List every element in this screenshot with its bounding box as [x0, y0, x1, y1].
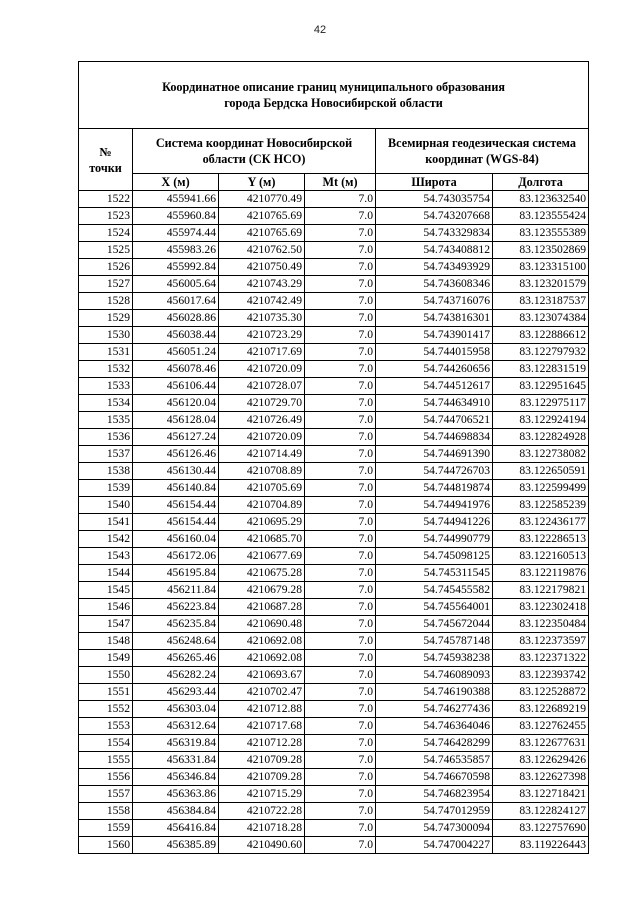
cell-mt: 7.0 — [305, 412, 376, 429]
cell-mt: 7.0 — [305, 667, 376, 684]
cell-y: 4210720.09 — [219, 429, 305, 446]
cell-y: 4210709.28 — [219, 769, 305, 786]
cell-longitude: 83.122738082 — [493, 446, 589, 463]
table-title-line-1: Координатное описание границ муниципального образования — [162, 80, 505, 94]
cell-mt: 7.0 — [305, 514, 376, 531]
cell-latitude: 54.746535857 — [376, 752, 493, 769]
cell-point-number: 1526 — [79, 259, 133, 276]
cell-latitude: 54.744941226 — [376, 514, 493, 531]
cell-point-number: 1525 — [79, 242, 133, 259]
cell-point-number: 1537 — [79, 446, 133, 463]
cell-point-number: 1559 — [79, 820, 133, 837]
cell-longitude: 83.122757690 — [493, 820, 589, 837]
cell-latitude: 54.743329834 — [376, 225, 493, 242]
table-row — [79, 701, 589, 718]
cell-x: 456005.64 — [133, 276, 219, 293]
table-row — [79, 361, 589, 378]
cell-y: 4210490.60 — [219, 837, 305, 854]
cell-latitude: 54.744691390 — [376, 446, 493, 463]
cell-latitude: 54.743493929 — [376, 259, 493, 276]
cell-longitude: 83.122824127 — [493, 803, 589, 820]
table-row — [79, 497, 589, 514]
cell-y: 4210717.69 — [219, 344, 305, 361]
cell-x: 456128.04 — [133, 412, 219, 429]
cell-latitude: 54.743207668 — [376, 208, 493, 225]
cell-x: 456078.46 — [133, 361, 219, 378]
cell-mt: 7.0 — [305, 293, 376, 310]
cell-latitude: 54.746089093 — [376, 667, 493, 684]
cell-longitude: 83.122762455 — [493, 718, 589, 735]
table-row — [79, 735, 589, 752]
cell-x: 456384.84 — [133, 803, 219, 820]
cell-latitude: 54.743408812 — [376, 242, 493, 259]
cell-y: 4210722.28 — [219, 803, 305, 820]
table-row — [79, 565, 589, 582]
table-row — [79, 633, 589, 650]
cell-mt: 7.0 — [305, 480, 376, 497]
table-row — [79, 684, 589, 701]
cell-point-number: 1523 — [79, 208, 133, 225]
header-columns-row — [79, 174, 589, 191]
cell-x: 456106.44 — [133, 378, 219, 395]
cell-latitude: 54.747300094 — [376, 820, 493, 837]
table-title-row — [79, 62, 589, 129]
cell-point-number: 1550 — [79, 667, 133, 684]
cell-x: 455960.84 — [133, 208, 219, 225]
table-row — [79, 548, 589, 565]
cell-x: 456319.84 — [133, 735, 219, 752]
cell-y: 4210685.70 — [219, 531, 305, 548]
cell-point-number: 1539 — [79, 480, 133, 497]
cell-mt: 7.0 — [305, 446, 376, 463]
cell-latitude: 54.746277436 — [376, 701, 493, 718]
cell-longitude: 83.122924194 — [493, 412, 589, 429]
cell-point-number: 1524 — [79, 225, 133, 242]
table-row — [79, 344, 589, 361]
cell-point-number: 1535 — [79, 412, 133, 429]
cell-latitude: 54.746428299 — [376, 735, 493, 752]
cell-point-number: 1534 — [79, 395, 133, 412]
cell-x: 456293.44 — [133, 684, 219, 701]
cell-y: 4210717.68 — [219, 718, 305, 735]
table-title-line-2: города Бердска Новосибирской области — [224, 96, 443, 110]
cell-latitude: 54.745938238 — [376, 650, 493, 667]
cell-mt: 7.0 — [305, 616, 376, 633]
cell-x: 456385.89 — [133, 837, 219, 854]
cell-longitude: 83.122179821 — [493, 582, 589, 599]
cell-latitude: 54.743035754 — [376, 191, 493, 208]
cell-y: 4210723.29 — [219, 327, 305, 344]
cell-mt: 7.0 — [305, 378, 376, 395]
cell-x: 456195.84 — [133, 565, 219, 582]
cell-mt: 7.0 — [305, 684, 376, 701]
cell-point-number: 1556 — [79, 769, 133, 786]
cell-point-number: 1554 — [79, 735, 133, 752]
cell-x: 456051.24 — [133, 344, 219, 361]
header-point-number — [79, 129, 133, 191]
table-row — [79, 191, 589, 208]
cell-x: 455992.84 — [133, 259, 219, 276]
cell-x: 456331.84 — [133, 752, 219, 769]
cell-longitude: 83.122689219 — [493, 701, 589, 718]
cell-x: 455983.26 — [133, 242, 219, 259]
cell-longitude: 83.123555389 — [493, 225, 589, 242]
cell-mt: 7.0 — [305, 820, 376, 837]
cell-latitude: 54.744634910 — [376, 395, 493, 412]
cell-point-number: 1546 — [79, 599, 133, 616]
header-latitude: Широта — [376, 174, 493, 191]
table-row — [79, 582, 589, 599]
page-number: 42 — [313, 24, 327, 36]
cell-mt: 7.0 — [305, 633, 376, 650]
cell-longitude: 83.123502869 — [493, 242, 589, 259]
cell-x: 456248.64 — [133, 633, 219, 650]
cell-latitude: 54.743608346 — [376, 276, 493, 293]
cell-mt: 7.0 — [305, 259, 376, 276]
cell-longitude: 83.123201579 — [493, 276, 589, 293]
cell-y: 4210718.28 — [219, 820, 305, 837]
cell-point-number: 1533 — [79, 378, 133, 395]
cell-point-number: 1528 — [79, 293, 133, 310]
cell-mt: 7.0 — [305, 463, 376, 480]
cell-point-number: 1543 — [79, 548, 133, 565]
table-row — [79, 718, 589, 735]
cell-latitude: 54.743901417 — [376, 327, 493, 344]
cell-x: 456126.46 — [133, 446, 219, 463]
cell-x: 456154.44 — [133, 497, 219, 514]
cell-longitude: 83.122585239 — [493, 497, 589, 514]
cell-latitude: 54.744260656 — [376, 361, 493, 378]
cell-x: 456154.44 — [133, 514, 219, 531]
header-mt: Mt (м) — [305, 174, 376, 191]
cell-y: 4210765.69 — [219, 208, 305, 225]
cell-point-number: 1531 — [79, 344, 133, 361]
cell-x: 456346.84 — [133, 769, 219, 786]
cell-longitude: 83.122371322 — [493, 650, 589, 667]
table-row — [79, 208, 589, 225]
cell-mt: 7.0 — [305, 752, 376, 769]
table-row — [79, 480, 589, 497]
cell-latitude: 54.745311545 — [376, 565, 493, 582]
cell-point-number: 1548 — [79, 633, 133, 650]
cell-latitude: 54.747004227 — [376, 837, 493, 854]
cell-y: 4210690.48 — [219, 616, 305, 633]
coordinates-table — [78, 61, 589, 854]
cell-longitude: 83.119226443 — [493, 837, 589, 854]
cell-point-number: 1536 — [79, 429, 133, 446]
table-body — [79, 191, 589, 854]
cell-latitude: 54.746190388 — [376, 684, 493, 701]
table-row — [79, 310, 589, 327]
cell-x: 456127.24 — [133, 429, 219, 446]
cell-mt: 7.0 — [305, 531, 376, 548]
cell-mt: 7.0 — [305, 565, 376, 582]
cell-mt: 7.0 — [305, 208, 376, 225]
cell-latitude: 54.743816301 — [376, 310, 493, 327]
cell-point-number: 1529 — [79, 310, 133, 327]
cell-longitude: 83.123187537 — [493, 293, 589, 310]
cell-latitude: 54.744015958 — [376, 344, 493, 361]
cell-mt: 7.0 — [305, 242, 376, 259]
cell-mt: 7.0 — [305, 395, 376, 412]
table-row — [79, 395, 589, 412]
table-row — [79, 276, 589, 293]
cell-longitude: 83.122350484 — [493, 616, 589, 633]
cell-latitude: 54.746670598 — [376, 769, 493, 786]
table-row — [79, 327, 589, 344]
table-row — [79, 803, 589, 820]
table-title — [79, 62, 589, 129]
cell-mt: 7.0 — [305, 310, 376, 327]
cell-y: 4210765.69 — [219, 225, 305, 242]
cell-point-number: 1560 — [79, 837, 133, 854]
cell-latitude: 54.744941976 — [376, 497, 493, 514]
header-point-number-line-2: точки — [89, 160, 122, 175]
cell-x: 456130.44 — [133, 463, 219, 480]
cell-x: 456235.84 — [133, 616, 219, 633]
cell-point-number: 1547 — [79, 616, 133, 633]
cell-mt: 7.0 — [305, 548, 376, 565]
cell-latitude: 54.744990779 — [376, 531, 493, 548]
cell-longitude: 83.122677631 — [493, 735, 589, 752]
cell-y: 4210728.07 — [219, 378, 305, 395]
cell-mt: 7.0 — [305, 191, 376, 208]
cell-y: 4210679.28 — [219, 582, 305, 599]
cell-mt: 7.0 — [305, 837, 376, 854]
cell-y: 4210715.29 — [219, 786, 305, 803]
cell-x: 456282.24 — [133, 667, 219, 684]
cell-y: 4210729.70 — [219, 395, 305, 412]
cell-point-number: 1549 — [79, 650, 133, 667]
cell-mt: 7.0 — [305, 361, 376, 378]
cell-point-number: 1541 — [79, 514, 133, 531]
header-point-number-line-1: № — [99, 144, 112, 159]
cell-latitude: 54.745672044 — [376, 616, 493, 633]
cell-y: 4210714.49 — [219, 446, 305, 463]
cell-point-number: 1545 — [79, 582, 133, 599]
cell-y: 4210762.50 — [219, 242, 305, 259]
table-row — [79, 514, 589, 531]
header-nso-system: Система координат Новосибирской области (СК НСО) — [133, 129, 376, 174]
cell-x: 456038.44 — [133, 327, 219, 344]
cell-longitude: 83.122302418 — [493, 599, 589, 616]
cell-longitude: 83.122718421 — [493, 786, 589, 803]
cell-x: 456416.84 — [133, 820, 219, 837]
cell-longitude: 83.122886612 — [493, 327, 589, 344]
cell-x: 456140.84 — [133, 480, 219, 497]
cell-y: 4210712.88 — [219, 701, 305, 718]
header-group-row — [79, 129, 589, 174]
cell-longitude: 83.122650591 — [493, 463, 589, 480]
cell-x: 455974.44 — [133, 225, 219, 242]
cell-x: 456172.06 — [133, 548, 219, 565]
table-row — [79, 259, 589, 276]
table-row — [79, 531, 589, 548]
cell-mt: 7.0 — [305, 803, 376, 820]
cell-y: 4210720.09 — [219, 361, 305, 378]
cell-point-number: 1540 — [79, 497, 133, 514]
cell-longitude: 83.122393742 — [493, 667, 589, 684]
cell-longitude: 83.122436177 — [493, 514, 589, 531]
cell-point-number: 1544 — [79, 565, 133, 582]
cell-mt: 7.0 — [305, 701, 376, 718]
cell-longitude: 83.122286513 — [493, 531, 589, 548]
cell-point-number: 1558 — [79, 803, 133, 820]
cell-longitude: 83.122627398 — [493, 769, 589, 786]
cell-latitude: 54.744512617 — [376, 378, 493, 395]
cell-mt: 7.0 — [305, 327, 376, 344]
cell-x: 456303.04 — [133, 701, 219, 718]
cell-mt: 7.0 — [305, 225, 376, 242]
cell-longitude: 83.122119876 — [493, 565, 589, 582]
cell-longitude: 83.122975117 — [493, 395, 589, 412]
cell-y: 4210677.69 — [219, 548, 305, 565]
cell-y: 4210750.49 — [219, 259, 305, 276]
cell-mt: 7.0 — [305, 276, 376, 293]
cell-y: 4210708.89 — [219, 463, 305, 480]
cell-x: 456265.46 — [133, 650, 219, 667]
cell-point-number: 1532 — [79, 361, 133, 378]
table-row — [79, 667, 589, 684]
cell-longitude: 83.122951645 — [493, 378, 589, 395]
cell-x: 456160.04 — [133, 531, 219, 548]
cell-mt: 7.0 — [305, 735, 376, 752]
header-x: X (м) — [133, 174, 219, 191]
cell-point-number: 1527 — [79, 276, 133, 293]
table-row — [79, 225, 589, 242]
table-row — [79, 820, 589, 837]
table-row — [79, 599, 589, 616]
cell-y: 4210675.28 — [219, 565, 305, 582]
cell-longitude: 83.123315100 — [493, 259, 589, 276]
cell-latitude: 54.747012959 — [376, 803, 493, 820]
cell-x: 456312.64 — [133, 718, 219, 735]
cell-y: 4210743.29 — [219, 276, 305, 293]
cell-latitude: 54.745564001 — [376, 599, 493, 616]
table-row — [79, 752, 589, 769]
cell-y: 4210712.28 — [219, 735, 305, 752]
cell-mt: 7.0 — [305, 599, 376, 616]
cell-mt: 7.0 — [305, 786, 376, 803]
cell-y: 4210687.28 — [219, 599, 305, 616]
cell-longitude: 83.122373597 — [493, 633, 589, 650]
header-longitude: Долгота — [493, 174, 589, 191]
cell-point-number: 1538 — [79, 463, 133, 480]
cell-x: 456363.86 — [133, 786, 219, 803]
cell-y: 4210704.89 — [219, 497, 305, 514]
table-row — [79, 463, 589, 480]
cell-mt: 7.0 — [305, 769, 376, 786]
cell-y: 4210692.08 — [219, 633, 305, 650]
cell-mt: 7.0 — [305, 582, 376, 599]
cell-longitude: 83.122599499 — [493, 480, 589, 497]
cell-longitude: 83.123074384 — [493, 310, 589, 327]
cell-longitude: 83.123632540 — [493, 191, 589, 208]
cell-point-number: 1551 — [79, 684, 133, 701]
cell-mt: 7.0 — [305, 429, 376, 446]
cell-mt: 7.0 — [305, 497, 376, 514]
cell-latitude: 54.744698834 — [376, 429, 493, 446]
cell-x: 456211.84 — [133, 582, 219, 599]
cell-mt: 7.0 — [305, 718, 376, 735]
table-row — [79, 429, 589, 446]
cell-y: 4210770.49 — [219, 191, 305, 208]
cell-longitude: 83.122831519 — [493, 361, 589, 378]
cell-point-number: 1555 — [79, 752, 133, 769]
cell-point-number: 1530 — [79, 327, 133, 344]
cell-longitude: 83.123555424 — [493, 208, 589, 225]
header-y: Y (м) — [219, 174, 305, 191]
header-wgs-system: Всемирная геодезическая система координат (WGS-84) — [376, 129, 589, 174]
table-row — [79, 242, 589, 259]
cell-y: 4210692.08 — [219, 650, 305, 667]
cell-latitude: 54.744819874 — [376, 480, 493, 497]
cell-x: 456017.64 — [133, 293, 219, 310]
cell-latitude: 54.746364046 — [376, 718, 493, 735]
cell-point-number: 1553 — [79, 718, 133, 735]
cell-longitude: 83.122629426 — [493, 752, 589, 769]
cell-y: 4210735.30 — [219, 310, 305, 327]
cell-y: 4210695.29 — [219, 514, 305, 531]
table-row — [79, 786, 589, 803]
cell-latitude: 54.743716076 — [376, 293, 493, 310]
cell-latitude: 54.745098125 — [376, 548, 493, 565]
cell-longitude: 83.122160513 — [493, 548, 589, 565]
cell-y: 4210726.49 — [219, 412, 305, 429]
cell-x: 456223.84 — [133, 599, 219, 616]
cell-y: 4210709.28 — [219, 752, 305, 769]
cell-point-number: 1552 — [79, 701, 133, 718]
cell-longitude: 83.122797932 — [493, 344, 589, 361]
cell-mt: 7.0 — [305, 650, 376, 667]
cell-latitude: 54.745787148 — [376, 633, 493, 650]
table-row — [79, 412, 589, 429]
cell-x: 456120.04 — [133, 395, 219, 412]
cell-longitude: 83.122824928 — [493, 429, 589, 446]
cell-y: 4210705.69 — [219, 480, 305, 497]
table-row — [79, 650, 589, 667]
table-row — [79, 293, 589, 310]
cell-latitude: 54.746823954 — [376, 786, 493, 803]
cell-point-number: 1542 — [79, 531, 133, 548]
cell-point-number: 1522 — [79, 191, 133, 208]
cell-point-number: 1557 — [79, 786, 133, 803]
cell-y: 4210702.47 — [219, 684, 305, 701]
cell-y: 4210742.49 — [219, 293, 305, 310]
table-row — [79, 446, 589, 463]
cell-x: 455941.66 — [133, 191, 219, 208]
table-row — [79, 378, 589, 395]
cell-x: 456028.86 — [133, 310, 219, 327]
cell-latitude: 54.744706521 — [376, 412, 493, 429]
table-row — [79, 769, 589, 786]
table-row — [79, 837, 589, 854]
cell-y: 4210693.67 — [219, 667, 305, 684]
cell-mt: 7.0 — [305, 344, 376, 361]
cell-latitude: 54.745455582 — [376, 582, 493, 599]
table-row — [79, 616, 589, 633]
cell-latitude: 54.744726703 — [376, 463, 493, 480]
cell-longitude: 83.122528872 — [493, 684, 589, 701]
